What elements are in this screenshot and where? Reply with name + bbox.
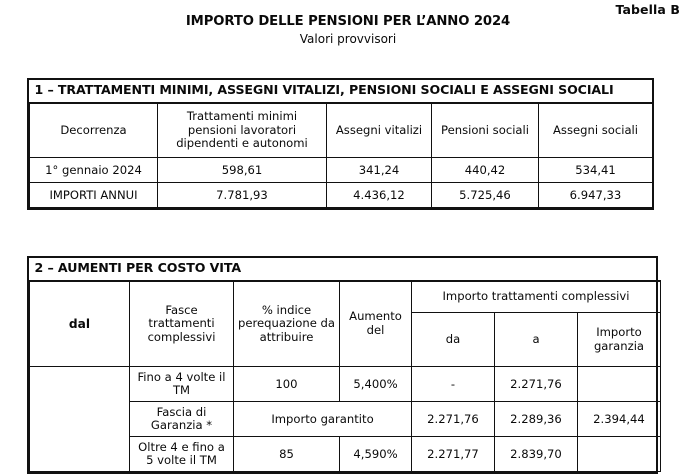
table2-header-dal: dal: [30, 281, 130, 367]
table2-header-fasce: Fasce trattamenti complessivi: [130, 281, 234, 367]
table-row: [30, 367, 661, 402]
table1-row1-assegni-vitalizi: 4.436,12: [327, 183, 432, 208]
table2-row2-aumento: 4,590%: [340, 437, 412, 472]
table1-row1-assegni-sociali: 6.947,33: [539, 183, 653, 208]
table2-header-a: a: [495, 313, 578, 367]
table2-row1-garanzia: 2.394,44: [578, 402, 661, 437]
table1-row0-assegni-sociali: 534,41: [539, 158, 653, 183]
table2-row2-a: 2.839,70: [495, 437, 578, 472]
table2-header-importo-gruppo: Importo trattamenti complessivi: [412, 281, 661, 313]
table1-header-assegni-sociali: Assegni sociali: [539, 103, 653, 158]
table1-header-decorrenza: Decorrenza: [30, 103, 158, 158]
table2-header-aumento: Aumento del: [340, 281, 412, 367]
table2-row2-fascia: Oltre 4 e fino a 5 volte il TM: [130, 437, 234, 472]
table1-row1-pensioni-sociali: 5.725,46: [432, 183, 539, 208]
table1-row1-trattamenti-minimi: 7.781,93: [158, 183, 327, 208]
table-aumenti-costo-vita: [27, 256, 658, 474]
table1-header-assegni-vitalizi: Assegni vitalizi: [327, 103, 432, 158]
table1-section-title-row: [30, 80, 653, 103]
table2-row0-da: -: [412, 367, 495, 402]
page-title: IMPORTO DELLE PENSIONI PER L’ANNO 2024: [185, 14, 511, 29]
table1-row0-trattamenti-minimi: 598,61: [158, 158, 327, 183]
table1-header-pensioni-sociali: Pensioni sociali: [432, 103, 539, 158]
table1-row1-label: IMPORTI ANNUI: [30, 183, 158, 208]
table2-row0-indice: 100: [234, 367, 340, 402]
table1-row0-label: 1° gennaio 2024: [30, 158, 158, 183]
table2-row0-aumento: 5,400%: [340, 367, 412, 402]
table2-row2-garanzia: [578, 437, 661, 472]
table2-row2-indice: 85: [234, 437, 340, 472]
table2-row0-garanzia: [578, 367, 661, 402]
table-row: [30, 158, 653, 183]
table2-header-group-row: [30, 281, 661, 313]
table2-section-title-row: [30, 258, 661, 281]
table2-row1-merged-label: Importo garantito: [234, 402, 412, 437]
table2-header-da: da: [412, 313, 495, 367]
table1-section-title: 1 – TRATTAMENTI MINIMI, ASSEGNI VITALIZI, PENSIONI SOCIALI E ASSEGNI SOCIALI: [30, 80, 653, 103]
table1-row0-pensioni-sociali: 440,42: [432, 158, 539, 183]
table2-row0-a: 2.271,76: [495, 367, 578, 402]
page-subtitle: Valori provvisori: [299, 32, 397, 46]
corner-label: Tabella B: [615, 2, 680, 17]
table2-row1-fascia: Fascia di Garanzia *: [130, 402, 234, 437]
table1-header-trattamenti-minimi: Trattamenti minimi pensioni lavoratori dipendenti e autonomi: [158, 103, 327, 158]
table2-header-importo-garanzia: Importo garanzia: [578, 313, 661, 367]
table2-row2-da: 2.271,77: [412, 437, 495, 472]
table1-row0-assegni-vitalizi: 341,24: [327, 158, 432, 183]
table1-header-row: [30, 103, 653, 158]
table2-header-indice: % indice perequazione da attribuire: [234, 281, 340, 367]
table2-row1-a: 2.289,36: [495, 402, 578, 437]
table2-row1-da: 2.271,76: [412, 402, 495, 437]
table2-dal-value: [30, 367, 130, 472]
table2-section-title: 2 – AUMENTI PER COSTO VITA: [30, 258, 661, 281]
table-trattamenti-minimi: [27, 78, 654, 210]
table2-row0-fascia: Fino a 4 volte il TM: [130, 367, 234, 402]
table-row: [30, 183, 653, 208]
